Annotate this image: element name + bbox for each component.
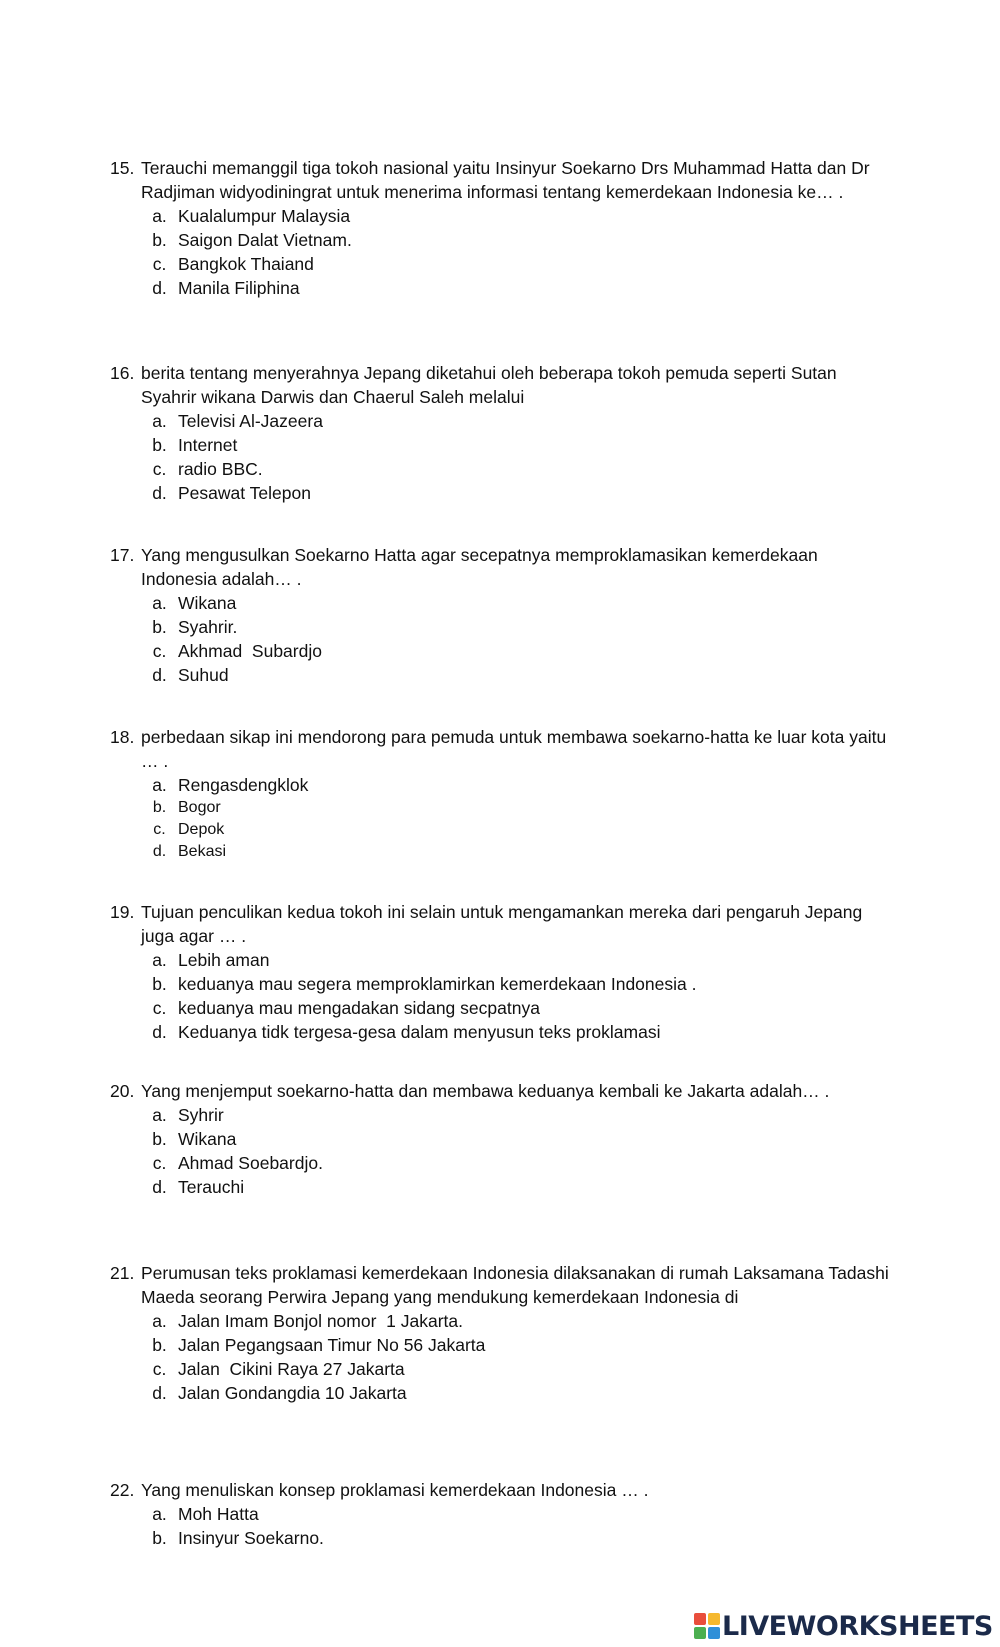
answer-option[interactable] — [141, 1020, 890, 1044]
answer-option[interactable] — [141, 1502, 890, 1526]
answer-option[interactable] — [141, 1381, 890, 1405]
answer-option[interactable] — [141, 948, 890, 972]
option-letter: a. — [152, 206, 167, 226]
liveworksheets-logo — [694, 1611, 993, 1641]
question-number: 15. — [110, 158, 135, 178]
option-text: Rengasdengklok — [178, 775, 309, 795]
logo-square-red — [694, 1613, 706, 1625]
answer-option[interactable] — [141, 457, 890, 481]
option-letter: d. — [152, 278, 167, 298]
option-text: Jalan Imam Bonjol nomor 1 Jakarta. — [178, 1311, 463, 1331]
option-letter: a. — [152, 411, 167, 431]
option-letter: b. — [152, 1129, 167, 1149]
option-text: Bangkok Thaiand — [178, 254, 314, 274]
logo-square-blue — [708, 1627, 720, 1639]
answer-option[interactable] — [141, 481, 890, 505]
option-text: Terauchi — [178, 1177, 245, 1197]
question-text: Yang mengusulkan Soekarno Hatta agar secepatnya memproklamasikan kemerdekaan Indonesia adalah… . — [141, 545, 818, 589]
option-text: Lebih aman — [178, 950, 270, 970]
question-number: 16. — [110, 363, 135, 383]
option-text: Wikana — [178, 1129, 237, 1149]
answer-option[interactable] — [141, 252, 890, 276]
option-letter: c. — [152, 998, 167, 1018]
option-text: Ahmad Soebardjo. — [178, 1153, 323, 1173]
question-number: 18. — [110, 727, 135, 747]
question-number: 17. — [110, 545, 135, 565]
question-19 — [110, 900, 890, 1044]
option-letter: d. — [152, 483, 167, 503]
question-20 — [110, 1079, 890, 1199]
option-letter: b. — [152, 1335, 167, 1355]
option-letter: b. — [152, 435, 167, 455]
question-text: Terauchi memanggil tiga tokoh nasional yaitu Insinyur Soekarno Drs Muhammad Hatta dan Dr Radjiman widyodiningrat untuk menerima informasi tentang kemerdekaan Indonesia ke… . — [141, 158, 870, 202]
question-text: Perumusan teks proklamasi kemerdekaan Indonesia dilaksanakan di rumah Laksamana Tadashi Maeda seorang Perwira Jepang yang mendukung kemerdekaan Indonesia di — [141, 1263, 889, 1307]
option-text: Depok — [178, 821, 225, 838]
answer-option[interactable] — [141, 1357, 890, 1381]
option-text: Pesawat Telepon — [178, 483, 311, 503]
answer-option[interactable] — [141, 773, 890, 797]
option-letter: a. — [152, 1105, 167, 1125]
option-text: Keduanya tidk tergesa-gesa dalam menyusun teks proklamasi — [178, 1022, 661, 1042]
option-text: Jalan Cikini Raya 27 Jakarta — [178, 1359, 405, 1379]
answer-option[interactable] — [141, 204, 890, 228]
logo-mark-icon — [694, 1613, 720, 1639]
question-21 — [110, 1261, 890, 1405]
question-number: 21. — [110, 1263, 135, 1283]
logo-square-green — [694, 1627, 706, 1639]
option-text: Suhud — [178, 665, 229, 685]
option-letter: b. — [152, 1528, 167, 1548]
answer-option[interactable] — [141, 639, 890, 663]
option-letter: a. — [152, 950, 167, 970]
option-text: Jalan Pegangsaan Timur No 56 Jakarta — [178, 1335, 486, 1355]
option-letter: b. — [152, 617, 167, 637]
option-text: Moh Hatta — [178, 1504, 259, 1524]
answer-option[interactable] — [141, 1309, 890, 1333]
option-letter: c. — [152, 459, 167, 479]
option-letter: d. — [152, 843, 167, 860]
option-letter: c. — [152, 1359, 167, 1379]
answer-option[interactable] — [141, 615, 890, 639]
option-text: Insinyur Soekarno. — [178, 1528, 324, 1548]
question-text: berita tentang menyerahnya Jepang diketahui oleh beberapa tokoh pemuda seperti Sutan Syahrir wikana Darwis dan Chaerul Saleh melalui — [141, 363, 837, 407]
logo-square-yellow — [708, 1613, 720, 1625]
option-letter: c. — [152, 254, 167, 274]
option-letter: a. — [152, 1504, 167, 1524]
answer-option[interactable] — [141, 1127, 890, 1151]
option-text: Internet — [178, 435, 238, 455]
option-text: Televisi Al-Jazeera — [178, 411, 323, 431]
question-number: 20. — [110, 1081, 135, 1101]
answer-option[interactable] — [141, 228, 890, 252]
option-letter: c. — [153, 821, 166, 838]
option-text: Kualalumpur Malaysia — [178, 206, 351, 226]
answer-option[interactable] — [141, 663, 890, 687]
answer-option[interactable] — [141, 996, 890, 1020]
option-text: keduanya mau mengadakan sidang secpatnya — [178, 998, 540, 1018]
option-text: Jalan Gondangdia 10 Jakarta — [178, 1383, 407, 1403]
answer-option[interactable] — [141, 1526, 890, 1550]
option-letter: c. — [152, 1153, 167, 1173]
option-letter: d. — [152, 1177, 167, 1197]
answer-option[interactable] — [141, 591, 890, 615]
option-text: Saigon Dalat Vietnam. — [178, 230, 352, 250]
option-letter: c. — [152, 641, 167, 661]
answer-option[interactable] — [141, 819, 890, 841]
answer-option[interactable] — [141, 433, 890, 457]
question-text: Yang menuliskan konsep proklamasi kemerdekaan Indonesia … . — [141, 1480, 649, 1500]
question-15 — [110, 156, 890, 300]
logo-text: LIVEWORKSHEETS — [722, 1610, 993, 1642]
option-text: Akhmad Subardjo — [178, 641, 322, 661]
answer-option[interactable] — [141, 797, 890, 819]
option-text: Bekasi — [178, 843, 227, 860]
answer-option[interactable] — [141, 972, 890, 996]
answer-option[interactable] — [141, 276, 890, 300]
option-letter: d. — [152, 1022, 167, 1042]
question-text: Tujuan penculikan kedua tokoh ini selain untuk mengamankan mereka dari pengaruh Jepang juga agar … . — [141, 902, 863, 946]
option-text: keduanya mau segera memproklamirkan kemerdekaan Indonesia . — [178, 974, 697, 994]
option-letter: d. — [152, 665, 167, 685]
option-letter: a. — [152, 775, 167, 795]
question-text: Yang menjemput soekarno-hatta dan membawa keduanya kembali ke Jakarta adalah… . — [141, 1081, 830, 1101]
option-letter: b. — [152, 230, 167, 250]
option-text: radio BBC. — [178, 459, 263, 479]
question-16 — [110, 361, 890, 505]
question-text: perbedaan sikap ini mendorong para pemuda untuk membawa soekarno-hatta ke luar kota yaitu … . — [141, 727, 887, 771]
question-17 — [110, 543, 890, 687]
answer-option[interactable] — [141, 1175, 890, 1199]
option-letter: d. — [152, 1383, 167, 1403]
option-text: Wikana — [178, 593, 237, 613]
option-letter: b. — [152, 799, 167, 816]
question-22 — [110, 1478, 890, 1550]
answer-option[interactable] — [141, 1333, 890, 1357]
answer-option[interactable] — [141, 1151, 890, 1175]
option-text: Bogor — [178, 799, 221, 816]
question-number: 22. — [110, 1480, 135, 1500]
question-18 — [110, 725, 890, 863]
option-text: Manila Filiphina — [178, 278, 300, 298]
answer-option[interactable] — [141, 1103, 890, 1127]
question-number: 19. — [110, 902, 135, 922]
option-text: Syahrir. — [178, 617, 238, 637]
answer-option[interactable] — [141, 841, 890, 863]
option-letter: a. — [152, 593, 167, 613]
answer-option[interactable] — [141, 409, 890, 433]
option-letter: b. — [152, 974, 167, 994]
option-text: Syhrir — [178, 1105, 224, 1125]
option-letter: a. — [152, 1311, 167, 1331]
